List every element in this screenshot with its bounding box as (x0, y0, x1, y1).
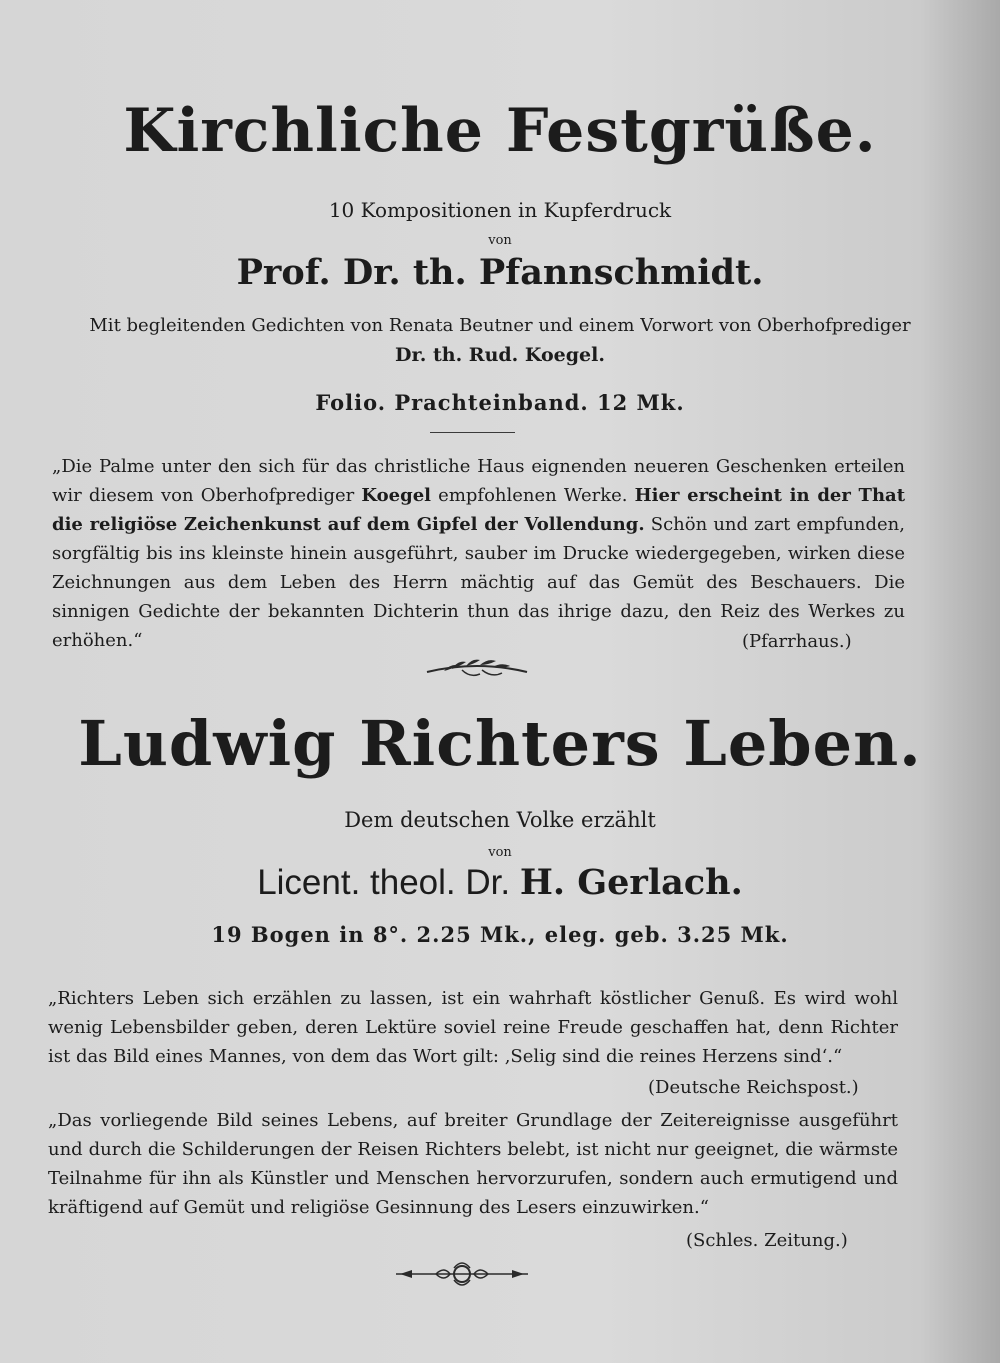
section2-review1: „Richters Leben sich erzählen zu lassen, ist ein wahrhaft köstlicher Genuß. Es wird wohl wenig Lebensbilder geben, deren Lektüre soviel reine Freude geschaffen hat, denn Richter ist das Bild eines Mannes, von dem das Wort gilt: ‚Selig sind die reines Herzens sind‘.“ (48, 988, 898, 1067)
section1-review (52, 452, 905, 655)
section1-review-bold1: Koegel (361, 485, 431, 506)
section2-von: von (488, 845, 512, 860)
section2-review1-source: (Deutsche Reichspost.) (648, 1077, 859, 1098)
section1-dedication-line2: Dr. th. Rud. Koegel. (395, 344, 605, 366)
section2-review2-source: (Schles. Zeitung.) (686, 1230, 848, 1251)
section2-review2: „Das vorliegende Bild seines Lebens, auf breiter Grundlage der Zeitereignisse ausgeführt und durch die Schilderungen der Reisen Richters belebt, ist nicht nur geeignet, die wärmste Teilnahme für ihn als Künstler und Menschen hervorzurufen, sondern auch ermutigend und kräftigend auf Gemüt und religiöse Gesinnung des Lesers einzuwirken.“ (48, 1110, 898, 1218)
section2-author (0, 862, 1000, 903)
section1-divider (430, 432, 515, 433)
section1-review-bold2: Hier erscheint in der That die religiöse Zeichenkunst auf dem Gipfel der Vollendung. (52, 485, 906, 535)
section1-dedication-line1: Mit begleitenden Gedichten von Renata Beutner und einem Vorwort von Oberhofprediger (89, 315, 911, 336)
section2-subtitle: Dem deutschen Volke erzählt (344, 808, 656, 832)
section1-review-source: (Pfarrhaus.) (742, 631, 852, 652)
leaf-ornament (422, 656, 532, 682)
section1-review-text1: „Die Palme unter den sich für das christliche Haus eignenden neueren Geschenken erteilen wir diesem von Oberhofprediger (52, 456, 905, 506)
section2-title: Ludwig Richters Leben. (78, 707, 922, 780)
section2-author-prefix: Licent. theol. Dr. (257, 863, 520, 902)
section2-price: 19 Bogen in 8°. 2.25 Mk., eleg. geb. 3.25 Mk. (211, 922, 789, 947)
section1-price: Folio. Prachteinband. 12 Mk. (315, 390, 685, 415)
section1-subtitle: 10 Kompositionen in Kupferdruck (328, 198, 672, 222)
section1-von: von (488, 233, 512, 248)
section1-author: Prof. Dr. th. Pfannschmidt. (236, 252, 764, 293)
section2-author-name: H. Gerlach. (519, 862, 743, 903)
section1-title: Kirchliche Festgrüße. (123, 96, 877, 166)
section1-review-text3: Schön und zart empfunden, sorgfältig bis ins kleinste hinein ausgeführt, sauber im Drucke wiedergegeben, wirken diese Zeichnungen aus dem Leben des Herrn mächtig auf das Gemüt des Beschauers. Die sinnigen Gedichte der bekannten Dichterin thun das ihrige dazu, den Reiz des Werkes zu erhöhen.“ (52, 514, 905, 651)
scroll-ornament (392, 1258, 532, 1290)
section1-review-text2: empfohlenen Werke. (431, 485, 635, 506)
